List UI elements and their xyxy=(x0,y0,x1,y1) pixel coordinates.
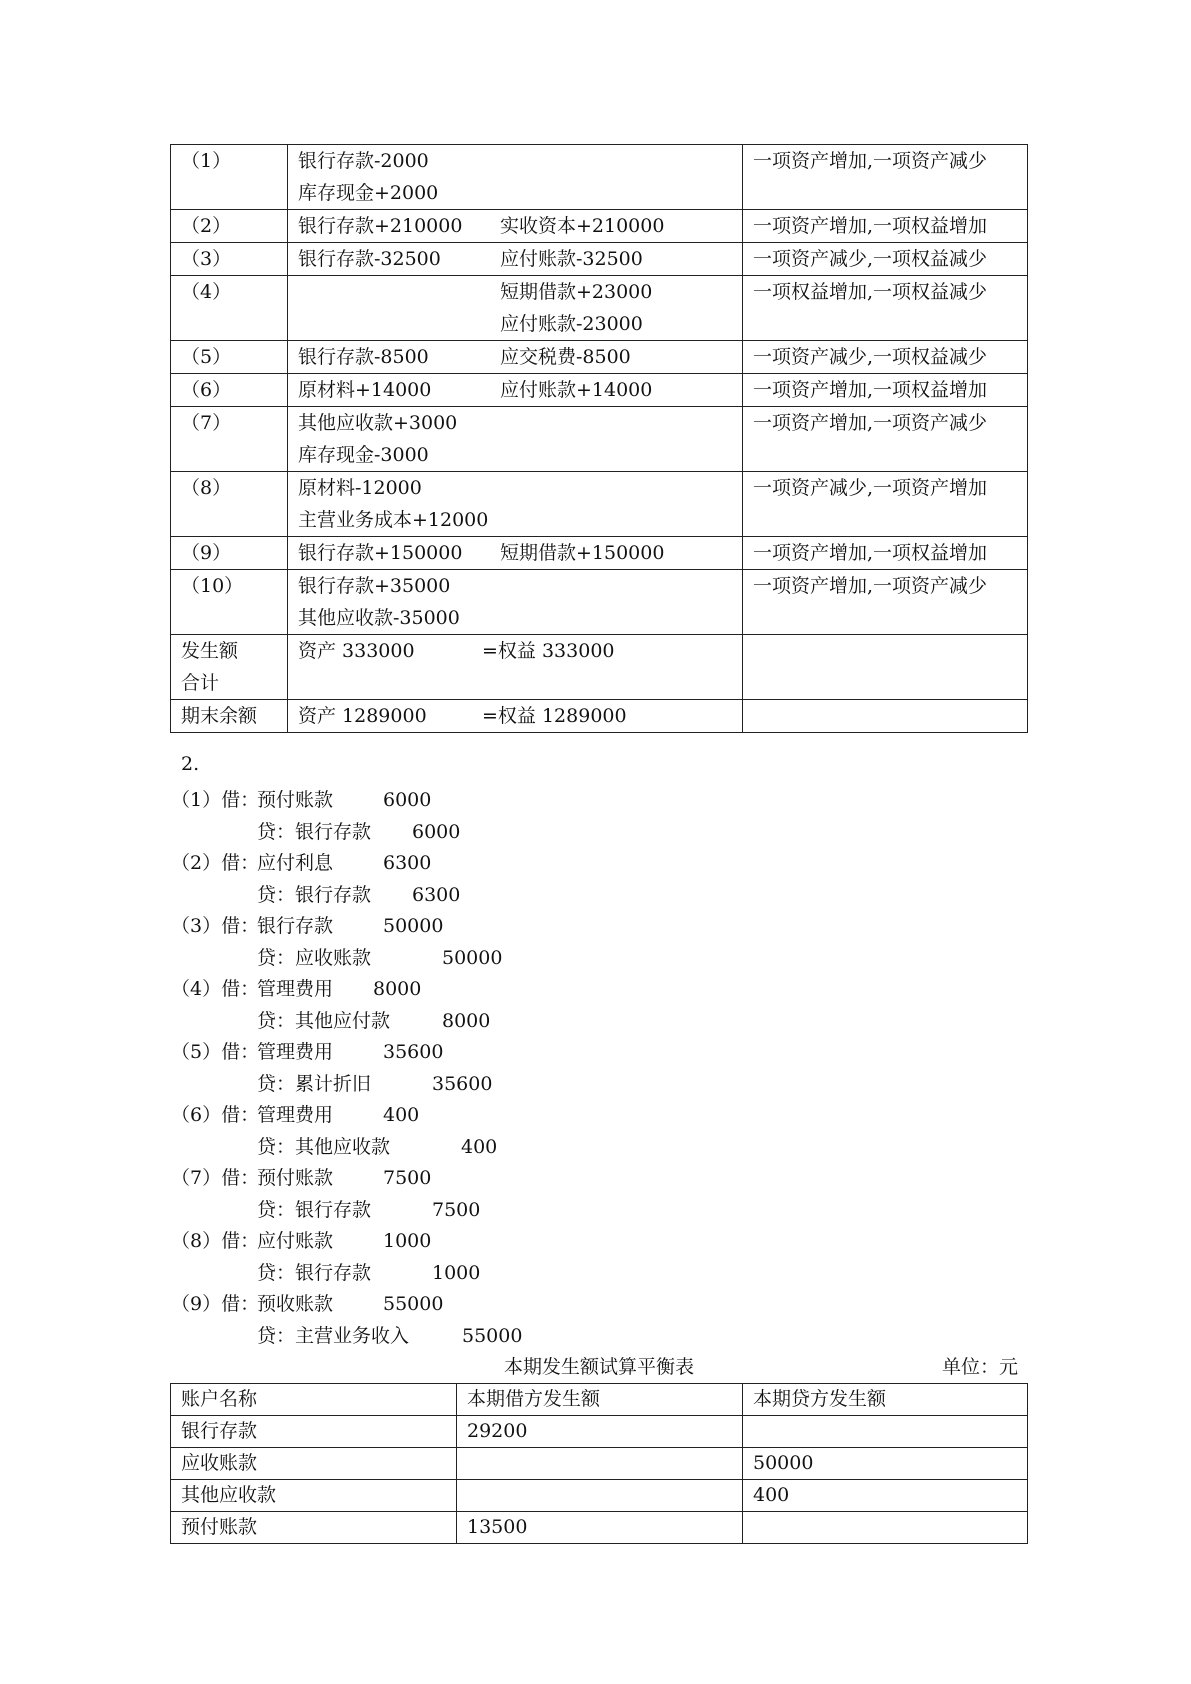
total-effect xyxy=(743,635,1028,700)
debit-account: 应付账款 xyxy=(257,1230,334,1252)
transaction-number: （9） xyxy=(171,537,288,570)
change-left: 银行存款+210000 xyxy=(298,215,463,237)
transaction-row xyxy=(171,374,1028,407)
debit-amount: 55000 xyxy=(383,1293,444,1315)
change-left: 其他应收款-35000 xyxy=(298,607,460,629)
debit-amount: 400 xyxy=(383,1104,420,1126)
header-account: 账户名称 xyxy=(171,1384,457,1416)
total-label-line-2: 合计 xyxy=(181,672,220,694)
entry-number: （7）借： xyxy=(171,1167,260,1189)
change-right: 应付账款-23000 xyxy=(500,313,643,335)
debit-account: 预付账款 xyxy=(257,1167,334,1189)
debit-account: 管理费用 xyxy=(257,1041,334,1063)
transaction-effect: 一项资产增加,一项权益增加 xyxy=(743,374,1028,407)
transaction-effect: 一项资产减少,一项权益减少 xyxy=(743,243,1028,276)
transaction-changes xyxy=(288,472,743,537)
account-name: 应收账款 xyxy=(171,1448,457,1480)
entry-number: （3）借： xyxy=(171,915,260,937)
credit-amount: 50000 xyxy=(743,1448,1028,1480)
transaction-number: （5） xyxy=(171,341,288,374)
transaction-changes xyxy=(288,341,743,374)
change-left: 银行存款-32500 xyxy=(298,248,441,270)
credit-amount: 55000 xyxy=(462,1324,523,1347)
change-left: 库存现金+2000 xyxy=(298,182,439,204)
change-left: 原材料-12000 xyxy=(298,477,422,499)
credit-amount: 400 xyxy=(461,1135,498,1158)
transaction-number: （3） xyxy=(171,243,288,276)
transaction-number: （4） xyxy=(171,276,288,341)
credit-amount: 7500 xyxy=(432,1198,481,1221)
debit-amount xyxy=(457,1448,743,1480)
change-left: 银行存款+35000 xyxy=(298,575,451,597)
credit-amount xyxy=(743,1512,1028,1544)
ending-equity: =权益 1289000 xyxy=(482,705,627,727)
debit-amount xyxy=(457,1480,743,1512)
debit-amount: 29200 xyxy=(457,1416,743,1448)
debit-account: 预付账款 xyxy=(257,789,334,811)
ending-label: 期末余额 xyxy=(171,700,288,733)
header-debit: 本期借方发生额 xyxy=(457,1384,743,1416)
credit-amount: 6000 xyxy=(412,820,461,843)
ending-values xyxy=(288,700,743,733)
transaction-number: （2） xyxy=(171,210,288,243)
credit-account: 贷：累计折旧 xyxy=(257,1072,372,1095)
transaction-changes xyxy=(288,537,743,570)
debit-account: 管理费用 xyxy=(257,1104,334,1126)
transaction-changes xyxy=(288,407,743,472)
credit-account: 贷：银行存款 xyxy=(257,820,372,843)
transaction-row xyxy=(171,341,1028,374)
credit-amount xyxy=(743,1416,1028,1448)
change-left: 银行存款-2000 xyxy=(298,150,429,172)
entry-number: （5）借： xyxy=(171,1041,260,1063)
credit-account: 贷：主营业务收入 xyxy=(257,1324,410,1347)
debit-account: 应付利息 xyxy=(257,852,334,874)
total-values xyxy=(288,635,743,700)
debit-amount: 13500 xyxy=(457,1512,743,1544)
transaction-changes xyxy=(288,276,743,341)
credit-account: 贷：其他应付款 xyxy=(257,1009,391,1032)
transaction-changes xyxy=(288,243,743,276)
credit-amount: 8000 xyxy=(442,1009,491,1032)
debit-amount: 50000 xyxy=(383,915,444,937)
transaction-effect: 一项资产增加,一项资产减少 xyxy=(743,570,1028,635)
credit-amount: 1000 xyxy=(432,1261,481,1284)
total-assets: 资产 333000 xyxy=(298,640,415,662)
debit-amount: 6000 xyxy=(383,789,432,811)
total-label xyxy=(171,635,288,700)
entry-number: （2）借： xyxy=(171,852,260,874)
total-row xyxy=(171,635,1028,700)
credit-amount: 50000 xyxy=(442,946,503,969)
change-right: 实收资本+210000 xyxy=(500,215,665,237)
transaction-row xyxy=(171,145,1028,210)
transaction-number: （8） xyxy=(171,472,288,537)
transaction-effect: 一项资产增加,一项资产减少 xyxy=(743,145,1028,210)
total-label-line-1: 发生额 xyxy=(181,640,239,662)
trial-balance-table xyxy=(170,1383,1028,1544)
trial-balance-header xyxy=(171,1384,1028,1416)
transaction-row xyxy=(171,276,1028,341)
change-left: 银行存款+150000 xyxy=(298,542,463,564)
account-name: 预付账款 xyxy=(171,1512,457,1544)
credit-account: 贷：其他应收款 xyxy=(257,1135,391,1158)
transaction-number: （7） xyxy=(171,407,288,472)
credit-account: 贷：银行存款 xyxy=(257,883,372,906)
change-left: 库存现金-3000 xyxy=(298,444,429,466)
debit-account: 预收账款 xyxy=(257,1293,334,1315)
debit-account: 银行存款 xyxy=(257,915,334,937)
credit-amount: 400 xyxy=(743,1480,1028,1512)
credit-account: 贷：银行存款 xyxy=(257,1198,372,1221)
transaction-effect: 一项资产增加,一项权益增加 xyxy=(743,537,1028,570)
debit-amount: 6300 xyxy=(383,852,432,874)
debit-amount: 1000 xyxy=(383,1230,432,1252)
credit-amount: 6300 xyxy=(412,883,461,906)
change-left: 原材料+14000 xyxy=(298,379,432,401)
trial-balance-title-bar xyxy=(170,1351,1028,1383)
transaction-effect: 一项资产减少,一项资产增加 xyxy=(743,472,1028,537)
transaction-row xyxy=(171,243,1028,276)
debit-amount: 8000 xyxy=(373,978,422,1000)
transaction-number: （6） xyxy=(171,374,288,407)
entry-number: （9）借： xyxy=(171,1293,260,1315)
change-right: 应付账款+14000 xyxy=(500,379,653,401)
entry-number: （1）借： xyxy=(171,789,260,811)
transaction-effect: 一项资产增加,一项权益增加 xyxy=(743,210,1028,243)
trial-balance-row xyxy=(171,1448,1028,1480)
account-name: 银行存款 xyxy=(171,1416,457,1448)
transaction-effect: 一项资产减少,一项权益减少 xyxy=(743,341,1028,374)
change-right: 应交税费-8500 xyxy=(500,346,631,368)
section-2-heading: 2. xyxy=(181,753,200,775)
change-right: 短期借款+150000 xyxy=(500,542,665,564)
transaction-row xyxy=(171,537,1028,570)
entry-number: （4）借： xyxy=(171,978,260,1000)
ending-assets: 资产 1289000 xyxy=(298,705,427,727)
credit-amount: 35600 xyxy=(432,1072,493,1095)
transaction-effect: 一项权益增加,一项权益减少 xyxy=(743,276,1028,341)
transaction-effect: 一项资产增加,一项资产减少 xyxy=(743,407,1028,472)
transaction-changes xyxy=(288,210,743,243)
credit-account: 贷：银行存款 xyxy=(257,1261,372,1284)
transaction-number: （10） xyxy=(171,570,288,635)
transaction-row xyxy=(171,472,1028,537)
entry-number: （6）借： xyxy=(171,1104,260,1126)
header-credit: 本期贷方发生额 xyxy=(743,1384,1028,1416)
ending-effect xyxy=(743,700,1028,733)
debit-account: 管理费用 xyxy=(257,978,334,1000)
transaction-changes xyxy=(288,374,743,407)
debit-amount: 7500 xyxy=(383,1167,432,1189)
trial-balance-title: 本期发生额试算平衡表 xyxy=(503,1356,694,1378)
change-right: 应付账款-32500 xyxy=(500,248,643,270)
entry-number: （8）借： xyxy=(171,1230,260,1252)
trial-balance-row xyxy=(171,1416,1028,1448)
transaction-row xyxy=(171,570,1028,635)
trial-balance-row xyxy=(171,1480,1028,1512)
change-left: 银行存款-8500 xyxy=(298,346,429,368)
ending-balance-row xyxy=(171,700,1028,733)
credit-account: 贷：应收账款 xyxy=(257,946,372,969)
transaction-number: （1） xyxy=(171,145,288,210)
transaction-analysis-table xyxy=(170,144,1028,733)
trial-balance-row xyxy=(171,1512,1028,1544)
unit-label: 单位：元 xyxy=(941,1356,1018,1378)
transaction-row xyxy=(171,407,1028,472)
change-left: 其他应收款+3000 xyxy=(298,412,458,434)
transaction-changes xyxy=(288,145,743,210)
account-name: 其他应收款 xyxy=(171,1480,457,1512)
change-left: 主营业务成本+12000 xyxy=(298,509,489,531)
total-equity: =权益 333000 xyxy=(482,640,615,662)
transaction-row xyxy=(171,210,1028,243)
transaction-changes xyxy=(288,570,743,635)
debit-amount: 35600 xyxy=(383,1041,444,1063)
change-right: 短期借款+23000 xyxy=(500,281,653,303)
